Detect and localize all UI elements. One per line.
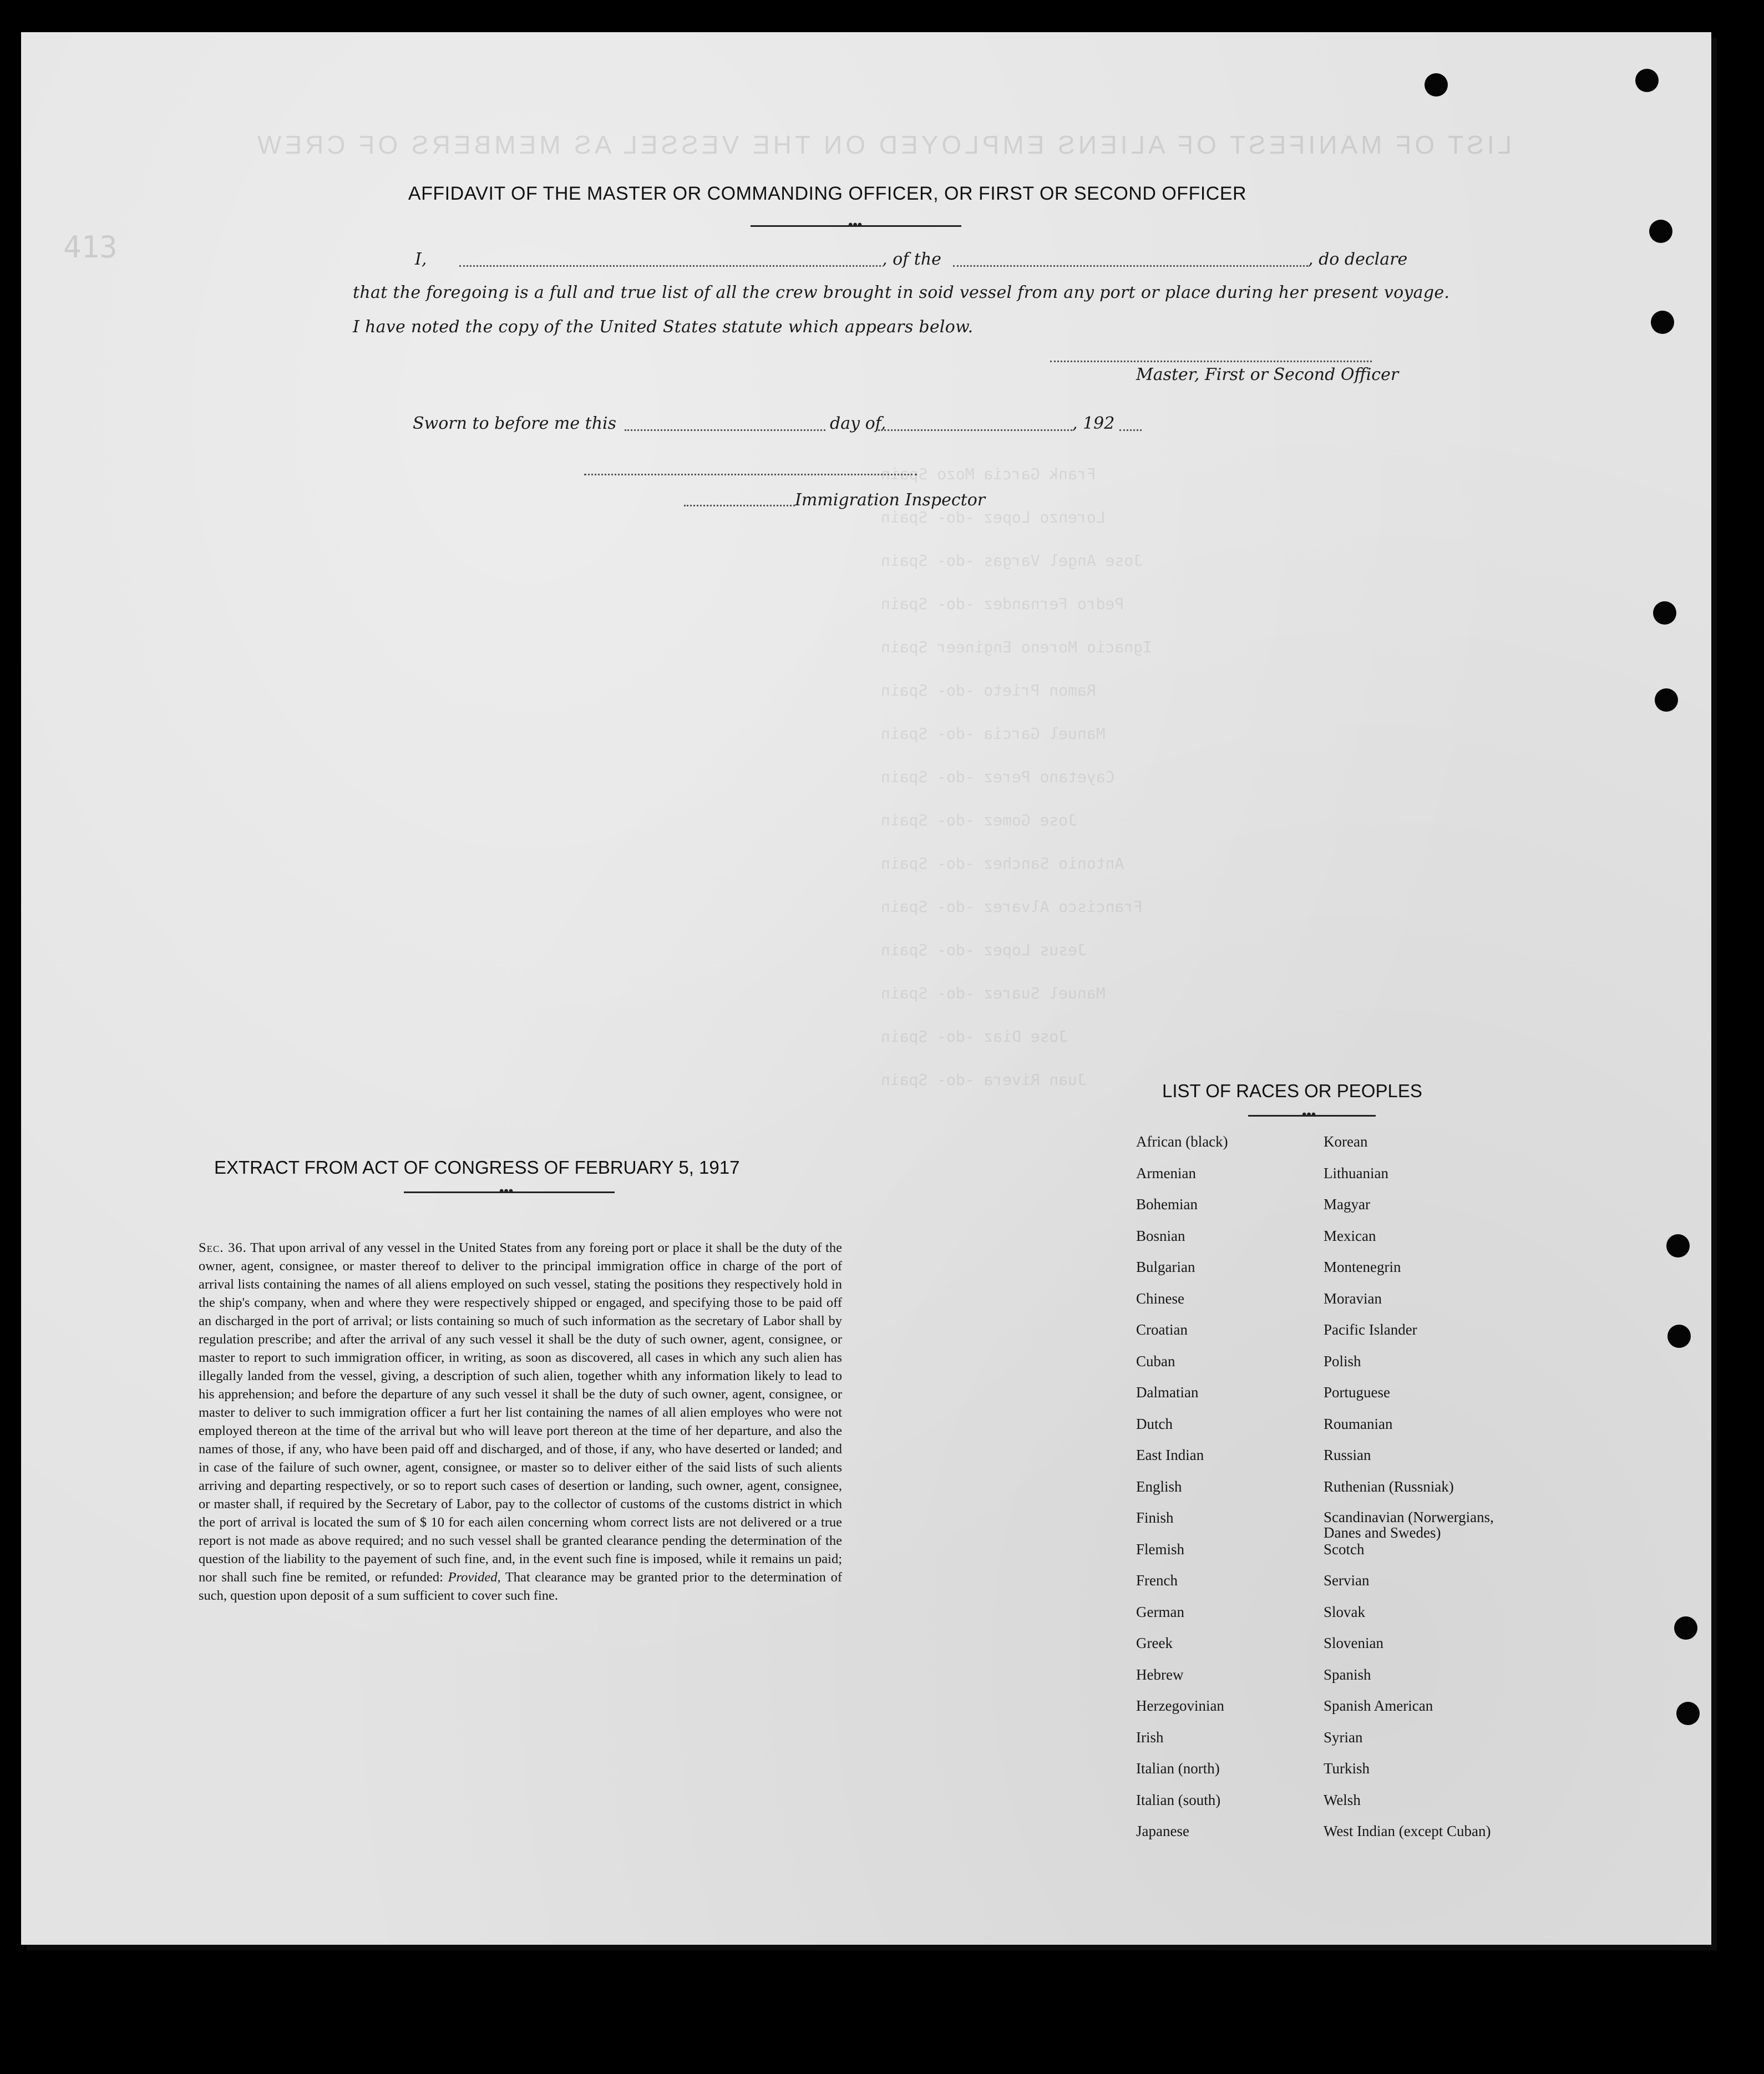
sworn-month-line bbox=[878, 429, 1072, 431]
race-item: Italian (south) bbox=[1136, 1791, 1221, 1808]
race-item: Dutch bbox=[1136, 1415, 1173, 1432]
punch-hole bbox=[1635, 69, 1659, 92]
bleed-through-row: Jose Gomez -do- Spain bbox=[881, 811, 1078, 829]
race-item: African (black) bbox=[1136, 1133, 1228, 1150]
bleed-through-row: Juan Rivera -do- Spain bbox=[881, 1071, 1087, 1089]
race-item: German bbox=[1136, 1603, 1184, 1620]
race-item: Russian bbox=[1324, 1447, 1371, 1463]
race-item: Spanish bbox=[1324, 1666, 1371, 1683]
race-item: Cuban bbox=[1136, 1352, 1175, 1370]
bleed-through-row: Ignacio Moreno Engineer Spain bbox=[881, 638, 1152, 656]
race-item: English bbox=[1136, 1478, 1182, 1495]
punch-hole bbox=[1425, 73, 1448, 97]
extract-title-ornament: ••• bbox=[499, 1184, 514, 1199]
punch-hole bbox=[1653, 601, 1676, 625]
inspector-label: Immigration Inspector bbox=[795, 490, 986, 510]
sworn-year-line bbox=[1119, 429, 1142, 431]
punch-hole bbox=[1651, 311, 1674, 334]
race-item: Turkish bbox=[1324, 1760, 1370, 1777]
statute-text bbox=[199, 1239, 842, 1605]
statute-body-end: That clearance may be granted prior to the determination of such, question upon deposit of a sum sufficient to cover such fine. bbox=[199, 1570, 843, 1603]
races-left-column bbox=[1136, 1133, 1228, 1854]
race-item: Servian bbox=[1324, 1572, 1370, 1589]
race-item: Ruthenian (Russniak) bbox=[1324, 1478, 1454, 1495]
race-item: French bbox=[1136, 1572, 1178, 1589]
punch-hole bbox=[1667, 1325, 1691, 1348]
bleed-through-row: Manuel Suarez -do- Spain bbox=[881, 984, 1106, 1002]
bleed-through-row: Jose Angel Vargas -do- Spain bbox=[881, 551, 1143, 570]
race-item: Greek bbox=[1136, 1635, 1173, 1651]
race-item: Welsh bbox=[1324, 1791, 1361, 1808]
statute-section: Sec. 36. bbox=[199, 1240, 247, 1255]
extract-title: EXTRACT FROM ACT OF CONGRESS OF FEBRUARY 5, 1917 bbox=[214, 1157, 740, 1178]
race-item: Lithuanian bbox=[1324, 1164, 1388, 1181]
sworn-start: Sworn to before me this bbox=[413, 414, 617, 433]
punch-hole bbox=[1666, 1234, 1690, 1257]
races-title-ornament: ••• bbox=[1302, 1107, 1316, 1122]
bleed-through-row: Frank Garcia Mozo Spain bbox=[881, 465, 1096, 483]
affidavit-line2: that the foregoing is a full and true list of all the crew brought in soid vessel from any port or place during her present voyage. bbox=[353, 283, 1450, 302]
manifest-sheet bbox=[21, 32, 1711, 1945]
bleed-through-row: Antonio Sanchez -do- Spain bbox=[881, 854, 1124, 873]
master-signature-label: Master, First or Second Officer bbox=[1136, 365, 1399, 384]
bleed-through-number: 413 bbox=[63, 230, 118, 265]
race-item: Polish bbox=[1324, 1352, 1361, 1370]
bleed-through-row: Manuel Garcia -do- Spain bbox=[881, 724, 1106, 743]
race-item: Finish bbox=[1136, 1509, 1174, 1526]
statute-provided: Provided, bbox=[448, 1570, 501, 1585]
race-item: Bosnian bbox=[1136, 1227, 1185, 1244]
master-signature-line bbox=[1050, 361, 1372, 362]
sworn-mid: day of, bbox=[830, 414, 886, 433]
races-title: LIST OF RACES OR PEOPLES bbox=[1162, 1081, 1422, 1101]
bleed-through-row: Francisco Alvarez -do- Spain bbox=[881, 897, 1143, 916]
name-blank-line bbox=[459, 265, 881, 267]
bleed-through-row: Cayetano Perez -do- Spain bbox=[881, 768, 1115, 786]
affidavit-title-ornament: ••• bbox=[848, 217, 863, 232]
race-item: Portuguese bbox=[1324, 1384, 1390, 1401]
race-item: Slovak bbox=[1324, 1603, 1366, 1620]
affidavit-title: AFFIDAVIT OF THE MASTER OR COMMANDING OFFICER, OR FIRST OR SECOND OFFICER bbox=[408, 183, 1247, 204]
bleed-through-row: Jose Diaz -do- Spain bbox=[881, 1027, 1068, 1046]
race-item: Mexican bbox=[1324, 1227, 1376, 1244]
statute-body: That upon arrival of any vessel in the United States from any foreing port or place it shall be the duty of the owner, agent, consignee, or master thereof to deliver to the principal immigration office in charge of the port of arrival lists containing the names of all aliens employed on such vessel, stating the positions they respectively hold in the ship's company, when and where they were respectively shipped or engaged, and specifying those to be paid off an discharged in the port of arrival; or lists containing so much of such information as the secretary of Labor shall by regulation prescribe; and after the arrival of any such vessel it shall be the duty of such owner, agent, consignee, or master to report to such immigration officer, in writing, as soon as discovered, all cases in which any such alien has illegally landed from the vessel, giving, a description of such alien, together whith any information likely to lead to his apprehension; and before the departure of any such vessel it shall be the duty of such owner, agent, consignee, or master to deliver to such immigration officer a furt her list containing the names of all alien employes who were not employed thereon at the time of the arrival but who will leave port thereon at the time of her departure, and also the names of those, if any, who have been paid off and discharged, and of those, if any, who have deserted or landed; and in case of the failure of such owner, agent, consignee, or master so to deliver either of the said lists of such alients arriving and departing respectively, or so to report such cases of desertion or landing, such owner, agent, consignee, or master shall, if required by the Secretary of Labor, pay to the collector of customs of the customs district in which the port of arrival is located the sum of $ 10 for each ailen concerning whom correct lists are not delivered or a true report is not made as above required; and no such vessel shall be granted clearance pending the determination of the question of the liability to the payement of such fine, and, in the event such fine is imposed, while it remains un paid; nor shall such fine be remited, or refunded: bbox=[199, 1240, 842, 1585]
race-item: Roumanian bbox=[1324, 1415, 1393, 1432]
race-item: Spanish American bbox=[1324, 1697, 1433, 1714]
bleed-through-row: Pedro Fernandez -do- Spain bbox=[881, 595, 1124, 613]
race-item: Scotch bbox=[1324, 1540, 1365, 1558]
race-item: Pacific Islander bbox=[1324, 1321, 1417, 1338]
race-item: Croatian bbox=[1136, 1321, 1188, 1338]
race-item: Irish bbox=[1136, 1728, 1164, 1746]
race-item: Japanese bbox=[1136, 1823, 1189, 1839]
affidavit-line1-mid: , of the bbox=[882, 250, 941, 269]
race-item: Bohemian bbox=[1136, 1196, 1198, 1213]
bleed-through-row: Lorenzo Lopez -do- Spain bbox=[881, 508, 1106, 526]
affidavit-line1-start: I, bbox=[415, 250, 427, 269]
race-item: Slovenian bbox=[1324, 1635, 1383, 1651]
bleed-through-title: LIST OF MANIFEST OF ALIENS EMPLOYED ON THE VESSEL AS MEMBERS OF CREW bbox=[254, 130, 1512, 159]
race-item: Syrian bbox=[1324, 1728, 1363, 1746]
race-item: Armenian bbox=[1136, 1164, 1196, 1181]
race-item: East Indian bbox=[1136, 1447, 1204, 1463]
race-item: West Indian (except Cuban) bbox=[1324, 1823, 1491, 1839]
affidavit-line3: I have noted the copy of the United States statute which appears below. bbox=[353, 317, 974, 337]
race-item: Hebrew bbox=[1136, 1666, 1184, 1683]
punch-hole bbox=[1655, 688, 1678, 712]
race-item: Italian (north) bbox=[1136, 1760, 1220, 1777]
punch-hole bbox=[1674, 1616, 1697, 1640]
race-item: Bulgarian bbox=[1136, 1259, 1195, 1275]
race-item: Montenegrin bbox=[1324, 1259, 1401, 1275]
bleed-through-row: Ramon Prieto -do- Spain bbox=[881, 681, 1096, 699]
races-right-column bbox=[1324, 1133, 1507, 1854]
affidavit-line1-end: , do declare bbox=[1308, 250, 1408, 269]
inspector-signature-line-2 bbox=[684, 505, 795, 506]
sworn-day-line bbox=[625, 429, 825, 431]
race-item: Korean bbox=[1324, 1133, 1368, 1150]
vessel-blank-line bbox=[953, 265, 1308, 267]
race-item: Moravian bbox=[1324, 1290, 1382, 1307]
punch-hole bbox=[1649, 220, 1672, 243]
race-item: Magyar bbox=[1324, 1196, 1370, 1213]
race-item: Dalmatian bbox=[1136, 1384, 1199, 1401]
race-item: Scandinavian (Norwergians, Danes and Swedes) bbox=[1324, 1509, 1494, 1541]
race-item: Herzegovinian bbox=[1136, 1697, 1224, 1714]
race-item: Flemish bbox=[1136, 1540, 1185, 1558]
inspector-signature-line bbox=[584, 474, 917, 475]
race-item: Chinese bbox=[1136, 1290, 1184, 1307]
punch-hole bbox=[1676, 1702, 1700, 1725]
sworn-end: , 192 bbox=[1072, 414, 1115, 433]
bleed-through-row: Jesus Lopez -do- Spain bbox=[881, 941, 1087, 959]
